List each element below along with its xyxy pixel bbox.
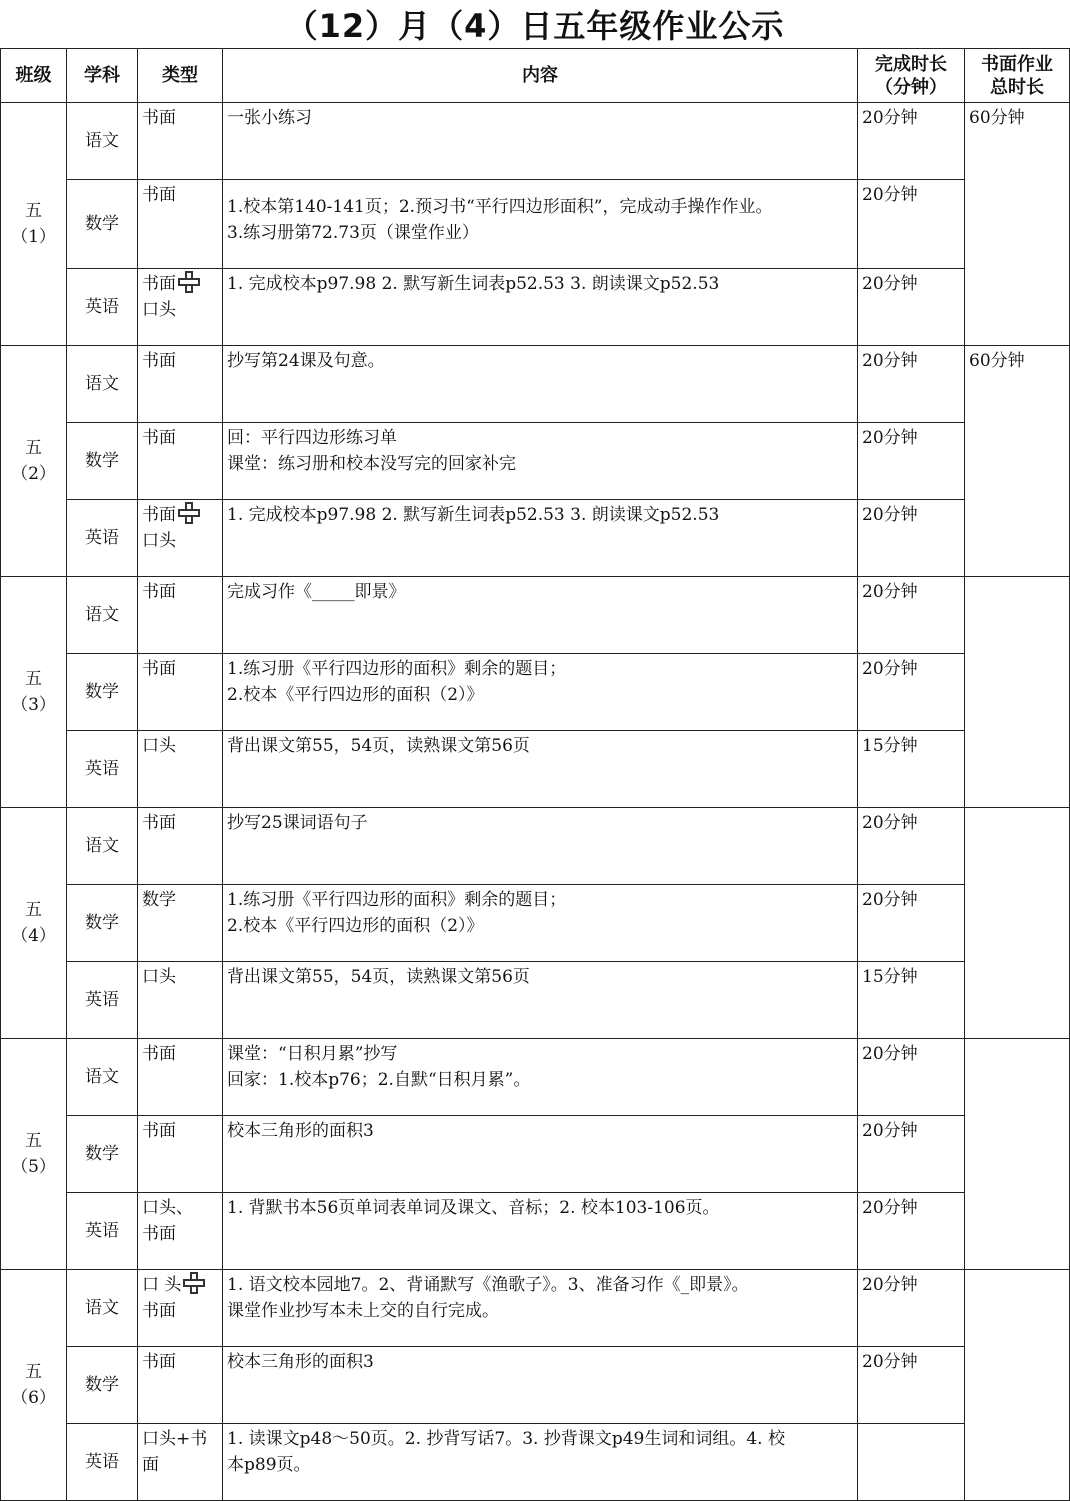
time-cell: 20分钟 <box>858 103 965 180</box>
type-label: 口头 <box>142 736 176 756</box>
content-cell: 1. 读课文p48～50页。2. 抄背写话7。3. 抄背课文p49生词和词组。4. 校 本p89页。 <box>223 1424 858 1501</box>
subject-cell: 英语 <box>67 731 138 808</box>
time-cell: 20分钟 <box>858 654 965 731</box>
type-label: 书面 <box>142 1121 176 1141</box>
class-number: （5） <box>11 1157 56 1177</box>
table-row <box>1 1116 1070 1193</box>
table-row <box>1 962 1070 1039</box>
type-cell <box>138 1424 223 1501</box>
subject-cell: 数学 <box>67 654 138 731</box>
content-cell: 一张小练习 <box>223 103 858 180</box>
table-body <box>1 103 1070 1501</box>
header-total-line1: 书面作业 <box>981 53 1053 75</box>
subject-cell: 语文 <box>67 808 138 885</box>
table-row <box>1 885 1070 962</box>
content-cell: 完成习作《_____即景》 <box>223 577 858 654</box>
class-cell <box>1 1270 67 1501</box>
type-cell <box>138 577 223 654</box>
time-cell: 20分钟 <box>858 885 965 962</box>
type-label: 书面 <box>142 1044 176 1064</box>
header-total-line2: 总时长 <box>990 76 1044 98</box>
content-cell: 背出课文第55，54页，读熟课文第56页 <box>223 731 858 808</box>
subject-cell: 数学 <box>67 180 138 269</box>
type-label-secondary: 口头 <box>142 300 176 320</box>
type-label-secondary: 面 <box>142 1455 159 1475</box>
class-cell <box>1 1039 67 1270</box>
table-row <box>1 654 1070 731</box>
time-cell: 15分钟 <box>858 731 965 808</box>
type-cell <box>138 1116 223 1193</box>
type-cell <box>138 500 223 577</box>
header-total <box>965 49 1070 103</box>
table-row <box>1 808 1070 885</box>
class-number: （3） <box>11 695 56 715</box>
type-label: 书面 <box>142 274 176 294</box>
homework-table <box>0 48 1070 1501</box>
class-cell <box>1 577 67 808</box>
header-class: 班级 <box>1 49 67 103</box>
table-row <box>1 346 1070 423</box>
class-grade: 五 <box>25 201 42 221</box>
type-cell <box>138 962 223 1039</box>
content-cell: 1. 背默书本56页单词表单词及课文、音标；2. 校本103-106页。 <box>223 1193 858 1270</box>
subject-cell: 语文 <box>67 103 138 180</box>
class-grade: 五 <box>25 900 42 920</box>
content-cell: 课堂：“日积月累”抄写 回家：1.校本p76；2.自默“日积月累”。 <box>223 1039 858 1116</box>
total-time-cell: 60分钟 <box>965 346 1070 577</box>
type-cell <box>138 654 223 731</box>
type-label-secondary: 书面 <box>142 1224 176 1244</box>
type-cell <box>138 1193 223 1270</box>
class-cell <box>1 808 67 1039</box>
type-cell <box>138 423 223 500</box>
type-label: 书面 <box>142 428 176 448</box>
table-row <box>1 269 1070 346</box>
header-type: 类型 <box>138 49 223 103</box>
time-cell: 15分钟 <box>858 962 965 1039</box>
table-row <box>1 1424 1070 1501</box>
total-time-cell: 60分钟 <box>965 103 1070 346</box>
class-grade: 五 <box>25 669 42 689</box>
time-cell: 20分钟 <box>858 269 965 346</box>
type-cell <box>138 731 223 808</box>
content-cell: 抄写第24课及句意。 <box>223 346 858 423</box>
table-row <box>1 1270 1070 1347</box>
header-content: 内容 <box>223 49 858 103</box>
header-time-line1: 完成时长 <box>875 53 947 75</box>
table-row <box>1 577 1070 654</box>
type-cell <box>138 180 223 269</box>
time-cell: 20分钟 <box>858 1116 965 1193</box>
header-row <box>1 49 1070 103</box>
content-cell: 1. 完成校本p97.98 2. 默写新生词表p52.53 3. 朗读课文p52.53 <box>223 500 858 577</box>
type-label: 书面 <box>142 1352 176 1372</box>
time-cell: 20分钟 <box>858 1193 965 1270</box>
type-label: 书面 <box>142 185 176 205</box>
table-row <box>1 180 1070 269</box>
content-cell: 1. 语文校本园地7。2、背诵默写《渔歌子》。3、准备习作《_即景》。 课堂作业抄写本未上交的自行完成。 <box>223 1270 858 1347</box>
type-cell <box>138 269 223 346</box>
type-label: 口头+书 <box>142 1429 208 1449</box>
class-number: （6） <box>11 1388 56 1408</box>
type-cell <box>138 808 223 885</box>
type-cell <box>138 1347 223 1424</box>
type-cell <box>138 103 223 180</box>
table-row <box>1 103 1070 180</box>
content-cell: 回：平行四边形练习单 课堂：练习册和校本没写完的回家补完 <box>223 423 858 500</box>
plus-icon <box>178 271 200 293</box>
header-time <box>858 49 965 103</box>
class-cell <box>1 103 67 346</box>
table-row <box>1 500 1070 577</box>
type-cell <box>138 1270 223 1347</box>
class-number: （2） <box>11 464 56 484</box>
subject-cell: 数学 <box>67 423 138 500</box>
subject-cell: 数学 <box>67 885 138 962</box>
subject-cell: 语文 <box>67 346 138 423</box>
subject-cell: 语文 <box>67 577 138 654</box>
subject-cell: 英语 <box>67 962 138 1039</box>
class-grade: 五 <box>25 1131 42 1151</box>
type-label: 书面 <box>142 505 176 525</box>
header-subject: 学科 <box>67 49 138 103</box>
time-cell: 20分钟 <box>858 1347 965 1424</box>
time-cell: 20分钟 <box>858 1039 965 1116</box>
subject-cell: 英语 <box>67 269 138 346</box>
subject-cell: 语文 <box>67 1039 138 1116</box>
table-row <box>1 1347 1070 1424</box>
content-cell: 1.练习册《平行四边形的面积》剩余的题目； 2.校本《平行四边形的面积（2）》 <box>223 885 858 962</box>
content-cell: 校本三角形的面积3 <box>223 1347 858 1424</box>
time-cell: 20分钟 <box>858 1270 965 1347</box>
type-label: 口头 <box>142 967 176 987</box>
subject-cell: 语文 <box>67 1270 138 1347</box>
total-time-cell <box>965 1270 1070 1501</box>
page-title: （12）月（4）日五年级作业公示 <box>285 7 785 45</box>
type-label-secondary: 口头 <box>142 531 176 551</box>
subject-cell: 数学 <box>67 1116 138 1193</box>
total-time-cell <box>965 577 1070 808</box>
type-cell <box>138 885 223 962</box>
subject-cell: 英语 <box>67 500 138 577</box>
class-number: （4） <box>11 926 56 946</box>
time-cell <box>858 1424 965 1501</box>
type-label: 口 头 <box>142 1275 182 1295</box>
content-cell: 1.练习册《平行四边形的面积》剩余的题目； 2.校本《平行四边形的面积（2）》 <box>223 654 858 731</box>
table-row <box>1 423 1070 500</box>
subject-cell: 数学 <box>67 1347 138 1424</box>
type-label: 数学 <box>142 890 176 910</box>
time-cell: 20分钟 <box>858 808 965 885</box>
type-cell <box>138 1039 223 1116</box>
content-cell: 背出课文第55，54页，读熟课文第56页 <box>223 962 858 1039</box>
class-grade: 五 <box>25 1362 42 1382</box>
content-cell: 抄写25课词语句子 <box>223 808 858 885</box>
class-grade: 五 <box>25 438 42 458</box>
time-cell: 20分钟 <box>858 500 965 577</box>
subject-cell: 英语 <box>67 1424 138 1501</box>
content-cell: 校本三角形的面积3 <box>223 1116 858 1193</box>
subject-cell: 英语 <box>67 1193 138 1270</box>
table-row <box>1 1039 1070 1116</box>
plus-icon <box>183 1272 205 1294</box>
class-cell <box>1 346 67 577</box>
type-label: 书面 <box>142 659 176 679</box>
header-time-line2: （分钟） <box>875 76 947 98</box>
class-number: （1） <box>11 227 56 247</box>
type-label: 书面 <box>142 582 176 602</box>
time-cell: 20分钟 <box>858 577 965 654</box>
total-time-cell <box>965 1039 1070 1270</box>
content-cell: 1. 完成校本p97.98 2. 默写新生词表p52.53 3. 朗读课文p52.53 <box>223 269 858 346</box>
table-row <box>1 1193 1070 1270</box>
time-cell: 20分钟 <box>858 423 965 500</box>
type-label-secondary: 书面 <box>142 1301 176 1321</box>
type-label: 书面 <box>142 813 176 833</box>
time-cell: 20分钟 <box>858 180 965 269</box>
type-label: 书面 <box>142 108 176 128</box>
type-cell <box>138 346 223 423</box>
type-label: 口头、 <box>142 1198 193 1218</box>
content-cell: 1.校本第140-141页；2.预习书“平行四边形面积”，完成动手操作作业。 3.练习册第72.73页（课堂作业） <box>223 180 858 269</box>
type-label: 书面 <box>142 351 176 371</box>
table-row <box>1 731 1070 808</box>
time-cell: 20分钟 <box>858 346 965 423</box>
total-time-cell <box>965 808 1070 1039</box>
plus-icon <box>178 502 200 524</box>
